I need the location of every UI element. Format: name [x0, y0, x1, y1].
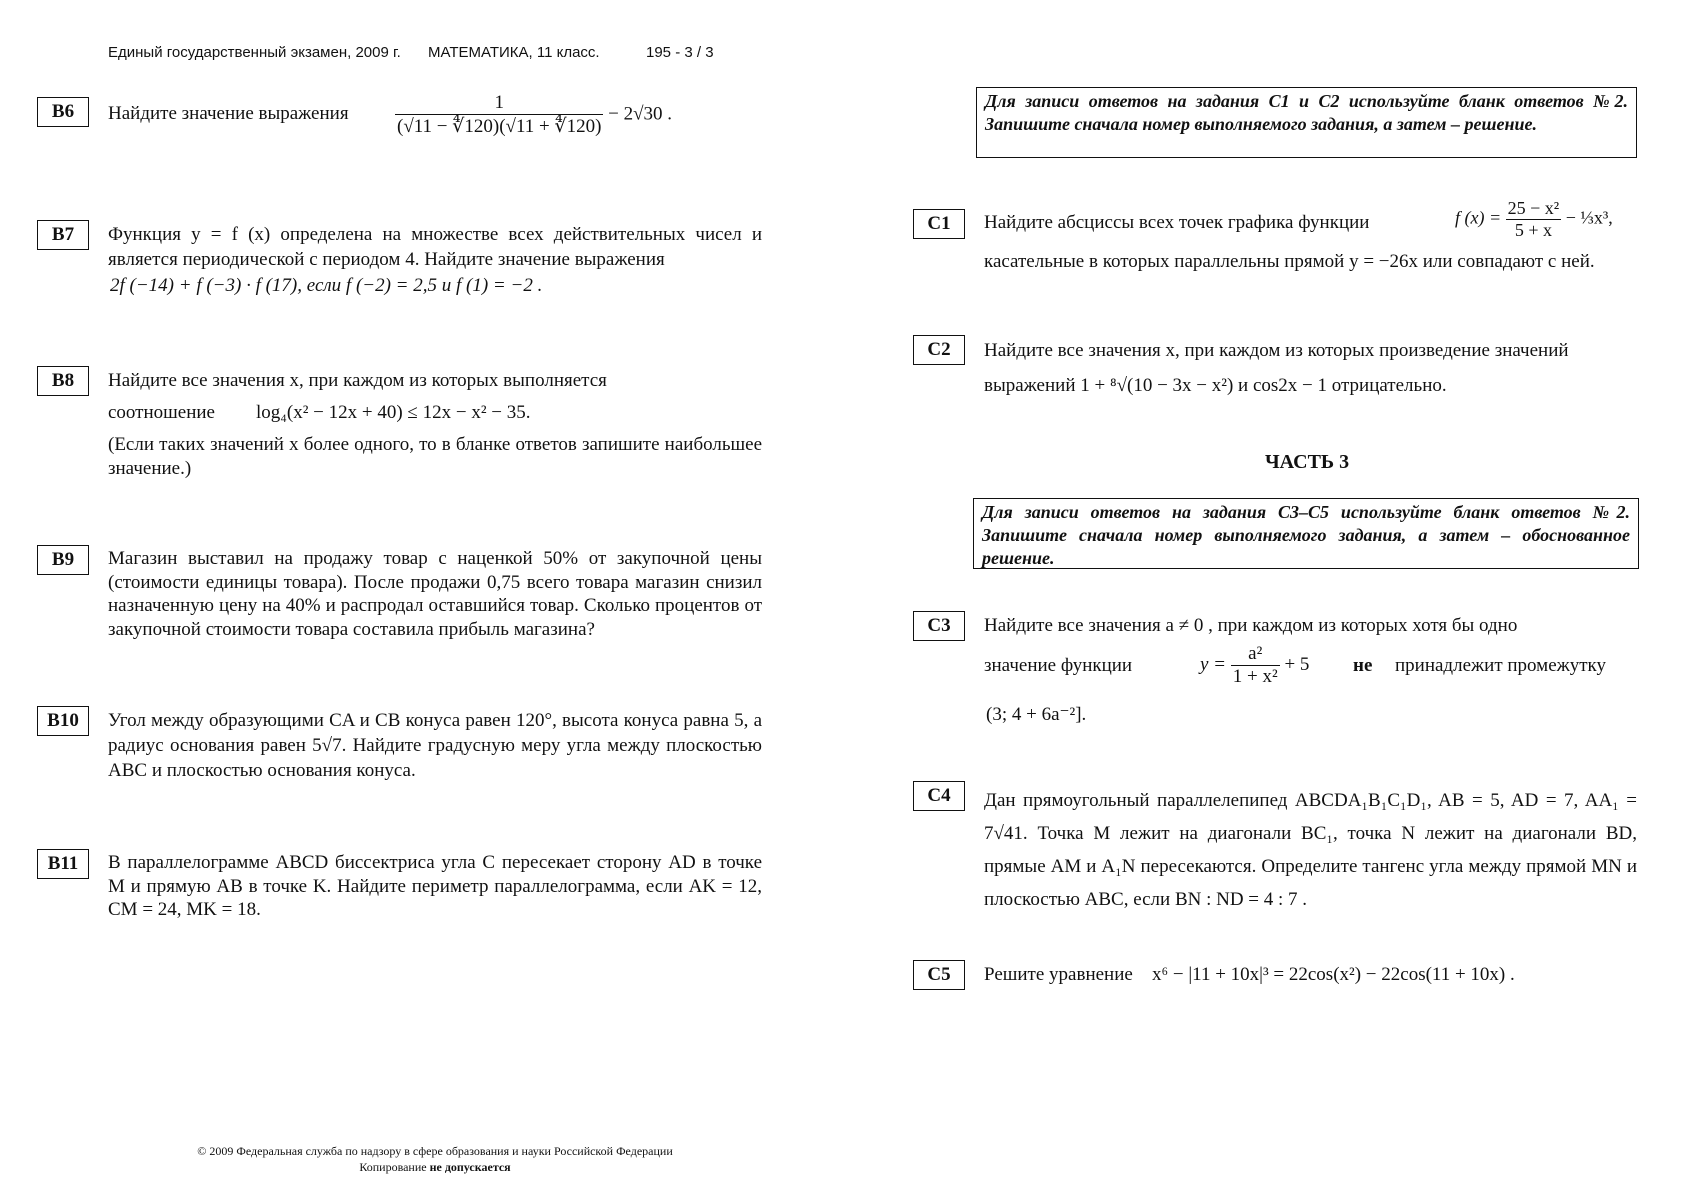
notice-c1-c2: Для записи ответов на задания С1 и С2 используйте бланк ответов №2. Запишите сначала номер выполняемого задания, а затем – решение.: [976, 87, 1637, 158]
c1-fx: f (x) =: [1455, 207, 1502, 228]
problem-label-b10: B10: [37, 706, 89, 736]
problem-label-b9: B9: [37, 545, 89, 575]
header-subject: МАТЕМАТИКА, 11 класс.: [428, 44, 600, 61]
c1-fraction: [1506, 198, 1562, 241]
footer-line2: [155, 1159, 715, 1175]
b6-tail: − 2√30 .: [608, 103, 673, 125]
problem-b6-text: Найдите значение выражения: [108, 103, 349, 124]
problem-c4-text: Дан прямоугольный параллелепипед ABCDA₁B₁C₁D₁, AB = 5, AD = 7, AA₁ = 7√41. Точка M лежит на диагонали BC₁, точка N лежит на диагонали BD, прямые AM и A₁N пересекаются. Определите тангенс угла между прямой MN и плоскостью ABC, если BN : ND = 4 : 7 .: [984, 790, 1637, 910]
footer-line1: © 2009 Федеральная служба по надзору в сфере образования и науки Российской Федерации: [197, 1144, 673, 1158]
problem-b6-formula: [395, 92, 672, 138]
b7-formula-text: 2f (−14) + f (−3) · f (17), если f (−2) = 2,5 и f (1) = −2 .: [110, 275, 543, 296]
problem-c3-text1: Найдите все значения a ≠ 0 , при каждом из которых хотя бы одно: [984, 615, 1518, 636]
problem-label-c5: C5: [913, 960, 965, 990]
c1-denominator: 5 + x: [1514, 220, 1552, 240]
problem-b11-text: В параллелограмме ABCD биссектриса угла C пересекает сторону AD в точке M и прямую AB в точке K. Найдите периметр параллелограмма, если AK = 12, CM = 24, MK = 18.: [108, 852, 762, 920]
problem-label-c1: C1: [913, 209, 965, 239]
problem-c5-formula: x⁶ − |11 + 10x|³ = 22cos(x²) − 22cos(11 + 10x) .: [1152, 964, 1515, 985]
problem-c3-function: [1200, 643, 1309, 688]
part-3-heading: ЧАСТЬ 3: [1265, 451, 1350, 473]
c1-tail: − ⅓x³,: [1565, 207, 1613, 228]
c3-plus: + 5: [1284, 653, 1310, 675]
problem-label-b7: B7: [37, 220, 89, 250]
problem-label-b11: B11: [37, 849, 89, 879]
problem-c3-bold-ne: не: [1353, 655, 1373, 676]
c3-denominator: 1 + x²: [1232, 666, 1278, 687]
problem-label-b8: B8: [37, 366, 89, 396]
notice-c3-c5: Для записи ответов на задания С3–С5 используйте бланк ответов №2. Запишите сначала номер выполняемого задания, а затем – обоснованное решение.: [973, 498, 1639, 569]
footer-line2b: не допускается: [429, 1160, 511, 1174]
c3-yeq: y =: [1200, 653, 1227, 675]
problem-label-c3: C3: [913, 611, 965, 641]
b6-fraction: [395, 92, 603, 138]
problem-b9-text: Магазин выставил на продажу товар с наценкой 50% от закупочной цены (стоимости единицы товара). После продажи 0,75 всего товара магазин снизил назначенную цену на 40% и распродал оставшийся товар. Сколько процентов от закупочной стоимости товара составила прибыль магазина?: [108, 548, 762, 640]
problem-b8-formula-label: соотношение: [108, 402, 215, 423]
problem-c3-text2a: значение функции: [984, 655, 1133, 676]
footer-copyright: [155, 1143, 715, 1175]
problem-c2-text2: выражений 1 + ⁸√(10 − 3x − x²) и cos2x − 1 отрицательно.: [984, 375, 1447, 396]
problem-b7-text: Функция y = f (x) определена на множестве всех действительных чисел и является периодической с периодом 4. Найдите значение выражения: [108, 224, 762, 270]
b6-numerator: 1: [395, 92, 603, 115]
problem-label-c4: C4: [913, 781, 965, 811]
problem-c5-text: Решите уравнение: [984, 964, 1133, 985]
c3-numerator: a²: [1231, 643, 1280, 666]
problem-b10-text: Угол между образующими CA и CB конуса равен 120°, высота конуса равна 5, а радиус основания равен 5√7. Найдите градусную меру угла между плоскостью ABC и плоскостью основания конуса.: [108, 710, 762, 781]
problem-c3-interval: (3; 4 + 6a⁻²].: [986, 704, 1087, 725]
c3-fraction: [1231, 643, 1280, 688]
problem-b8-text: Найдите все значения x, при каждом из которых выполняется: [108, 370, 607, 391]
footer-line2a: Копирование: [359, 1160, 427, 1174]
problem-c1-formula: [1455, 198, 1613, 241]
problem-c1-text2: касательные в которых параллельны прямой y = −26x или совпадают с ней.: [984, 251, 1595, 272]
problem-c3-text2b: принадлежит промежутку: [1395, 655, 1607, 676]
problem-b7-formula: [110, 275, 542, 297]
problem-label-b6: B6: [37, 97, 89, 127]
problem-label-c2: C2: [913, 335, 965, 365]
problem-b8-formula: log₄(x² − 12x + 40) ≤ 12x − x² − 35.: [256, 402, 531, 423]
header-exam: Единый государственный экзамен, 2009 г.: [108, 44, 401, 61]
header-page: 195 - 3 / 3: [646, 44, 714, 61]
b6-denominator: (√11 − ∜120)(√11 + ∜120): [397, 116, 602, 137]
problem-c2-text1: Найдите все значения x, при каждом из которых произведение значений: [984, 340, 1569, 361]
problem-c1-text1: Найдите абсциссы всех точек графика функции: [984, 212, 1370, 233]
problem-b8-note: (Если таких значений x более одного, то в бланке ответов запишите наибольшее значение.): [108, 434, 762, 479]
c1-numerator: 25 − x²: [1507, 198, 1560, 218]
